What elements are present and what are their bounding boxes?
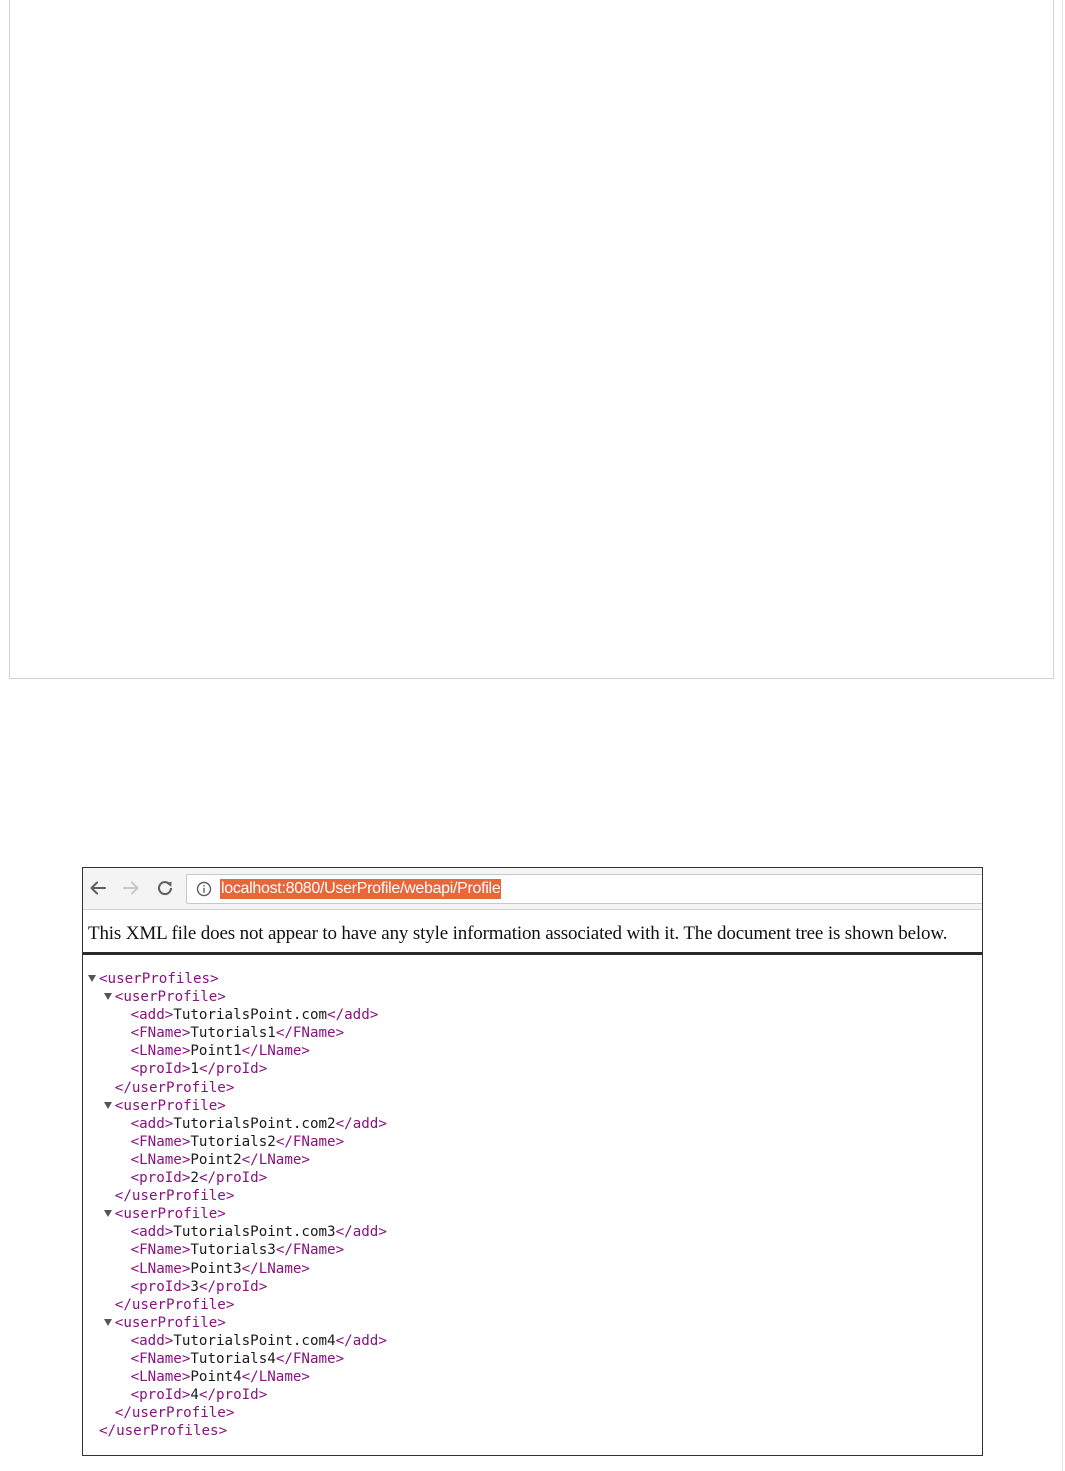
xml-profile-open-tag[interactable]: <userProfile> [88, 1314, 387, 1332]
collapse-triangle-icon[interactable] [88, 975, 96, 982]
xml-style-notice-text: This XML file does not appear to have any style information associated with it. The document tree is shown below. [88, 923, 948, 944]
xml-profile-close-tag: </userProfile> [114, 1188, 235, 1205]
browser-toolbar [83, 868, 982, 910]
collapse-triangle-icon[interactable] [104, 1319, 112, 1326]
xml-element-fname: <FName>Tutorials3</FName> [130, 1242, 345, 1259]
reload-button[interactable] [154, 877, 176, 899]
xml-element-fname: <FName>Tutorials2</FName> [130, 1133, 345, 1150]
xml-element-add: <add>TutorialsPoint.com</add> [130, 1007, 379, 1024]
xml-element-fname: <FName>Tutorials4</FName> [130, 1350, 345, 1367]
xml-profile-close-tag: </userProfile> [114, 1405, 235, 1422]
xml-element-proid: <proId>3</proId> [130, 1278, 268, 1295]
reload-icon [156, 879, 174, 897]
xml-element-add: <add>TutorialsPoint.com2</add> [130, 1115, 387, 1132]
blank-content-panel [9, 0, 1054, 679]
xml-profile-close-tag: </userProfile> [114, 1079, 235, 1096]
xml-profile-close-tag: </userProfile> [114, 1296, 235, 1313]
address-bar[interactable] [186, 874, 983, 904]
info-circle-icon[interactable] [196, 881, 212, 897]
arrow-right-icon [122, 879, 140, 897]
xml-profile-open-tag[interactable]: <userProfile> [88, 1097, 387, 1115]
collapse-triangle-icon[interactable] [104, 993, 112, 1000]
xml-element-proid: <proId>4</proId> [130, 1387, 268, 1404]
xml-element-add: <add>TutorialsPoint.com4</add> [130, 1332, 387, 1349]
xml-element-lname: <LName>Point1</LName> [130, 1043, 310, 1060]
collapse-triangle-icon[interactable] [104, 1102, 112, 1109]
xml-element-add: <add>TutorialsPoint.com3</add> [130, 1224, 387, 1241]
back-button[interactable] [87, 877, 109, 899]
url-text[interactable]: localhost:8080/UserProfile/webapi/Profile [221, 880, 501, 897]
xml-profile-open-tag[interactable]: <userProfile> [88, 988, 387, 1006]
forward-button[interactable] [120, 877, 142, 899]
page-right-border [1062, 0, 1063, 1471]
arrow-left-icon [89, 879, 107, 897]
xml-element-proid: <proId>1</proId> [130, 1061, 268, 1078]
xml-profile-open-tag[interactable]: <userProfile> [88, 1205, 387, 1223]
xml-element-proid: <proId>2</proId> [130, 1170, 268, 1187]
browser-window-screenshot [82, 867, 983, 1456]
xml-element-lname: <LName>Point3</LName> [130, 1260, 310, 1277]
xml-element-lname: <LName>Point2</LName> [130, 1151, 310, 1168]
xml-element-fname: <FName>Tutorials1</FName> [130, 1025, 345, 1042]
collapse-triangle-icon[interactable] [104, 1210, 112, 1217]
xml-root-close-tag: </userProfiles> [99, 1423, 228, 1440]
xml-style-notice [83, 911, 982, 955]
xml-document-tree [88, 970, 387, 1440]
xml-root-open-tag[interactable]: <userProfiles> [88, 970, 387, 988]
xml-element-lname: <LName>Point4</LName> [130, 1369, 310, 1386]
